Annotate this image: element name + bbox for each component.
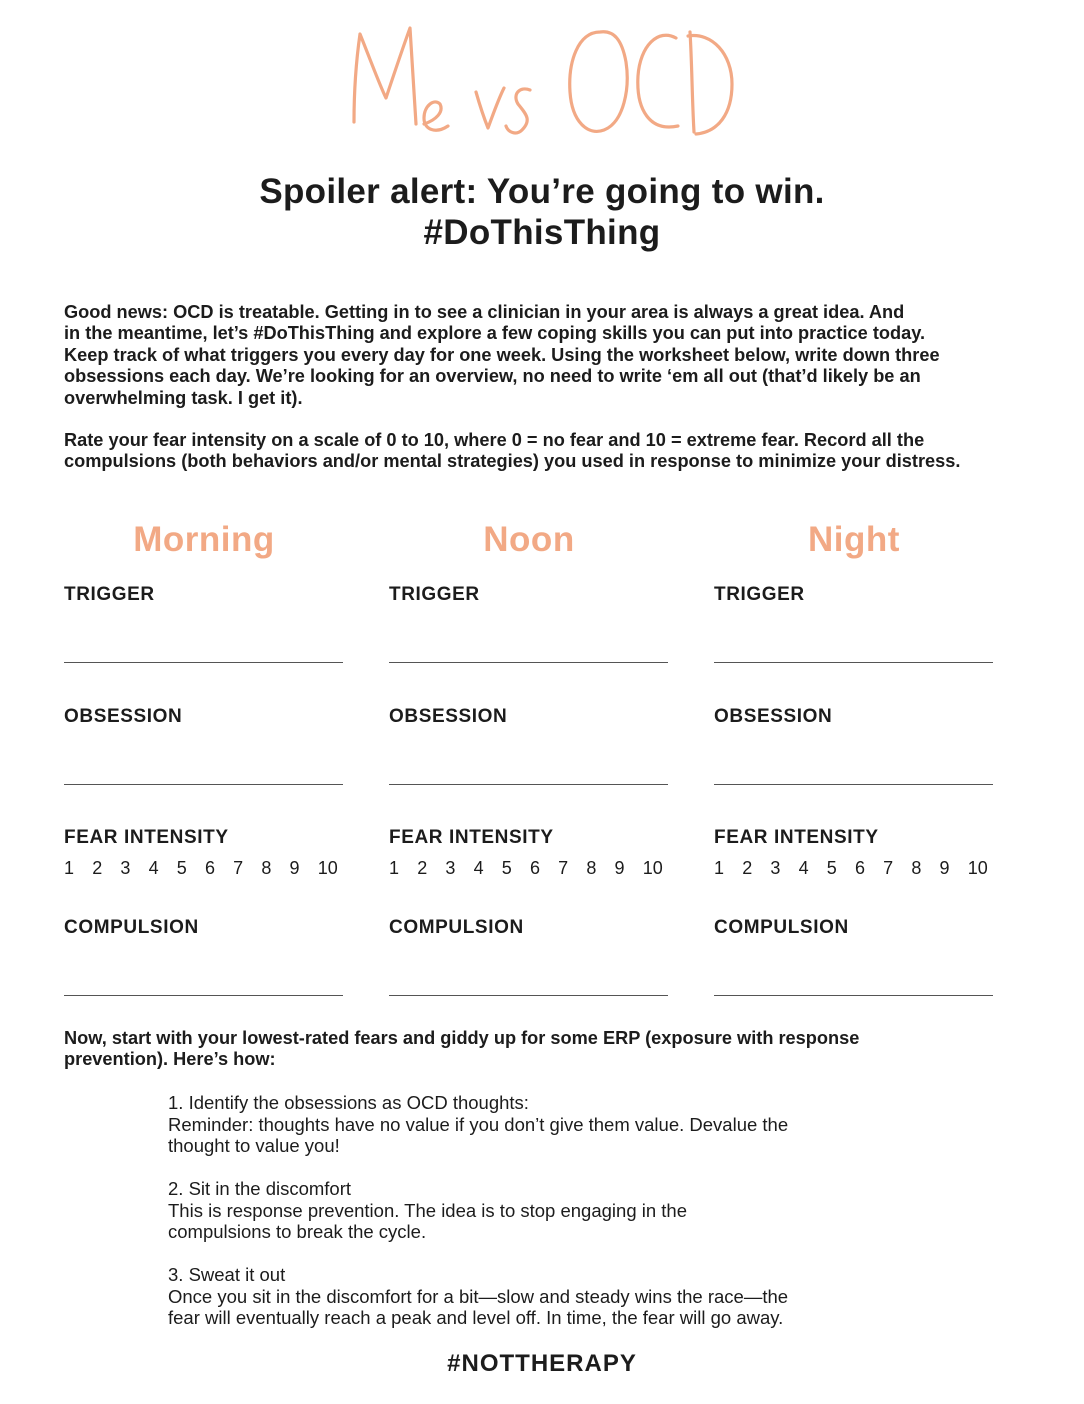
erp-intro-line: prevention). Here’s how: (64, 1049, 276, 1070)
obsession-label: OBSESSION (714, 706, 833, 727)
step-title: 2. Sit in the discomfort (168, 1178, 352, 1199)
scale-option[interactable]: 3 (770, 858, 781, 878)
scale-option[interactable]: 7 (883, 858, 894, 878)
obsession-answer-line[interactable] (389, 784, 668, 785)
intro-line: overwhelming task. I get it). (64, 387, 303, 408)
scale-option[interactable]: 2 (742, 858, 753, 878)
subtitle-line-2: #DoThisThing (423, 213, 661, 252)
scale-option[interactable]: 2 (417, 858, 428, 878)
intro-line: in the meantime, let’s #DoThisThing and explore a few coping skills you can put into practice today. (64, 323, 926, 344)
scale-option[interactable]: 8 (261, 858, 272, 878)
step-body-line: compulsions to break the cycle. (168, 1221, 427, 1242)
scale-option[interactable]: 4 (798, 858, 809, 878)
fear-intensity-label: FEAR INTENSITY (389, 827, 554, 848)
scale-option[interactable]: 10 (642, 858, 663, 878)
scale-option[interactable]: 7 (558, 858, 569, 878)
scale-option[interactable]: 6 (529, 858, 540, 878)
compulsion-answer-line[interactable] (389, 995, 668, 996)
erp-intro (64, 1028, 1034, 1071)
compulsion-answer-line[interactable] (64, 995, 343, 996)
trigger-answer-line[interactable] (64, 662, 343, 663)
scale-option[interactable]: 10 (317, 858, 338, 878)
step-title: 3. Sweat it out (168, 1264, 286, 1285)
scale-option[interactable]: 9 (939, 858, 950, 878)
obsession-label: OBSESSION (64, 706, 183, 727)
scale-option[interactable]: 1 (714, 858, 725, 878)
step-body-line: thought to value you! (168, 1135, 340, 1156)
fear-scale (714, 858, 996, 879)
intro-line: Keep track of what triggers you every day for one week. Using the worksheet below, write down three (64, 344, 940, 365)
scale-option[interactable]: 5 (501, 858, 512, 878)
step-body-line: fear will eventually reach a peak and level off. In time, the fear will go away. (168, 1307, 784, 1328)
intro-line: obsessions each day. We’re looking for an overview, no need to write ‘em all out (that’d likely be an (64, 366, 921, 387)
scale-option[interactable]: 9 (614, 858, 625, 878)
step-title: 1. Identify the obsessions as OCD thoughts: (168, 1092, 529, 1113)
scale-option[interactable]: 1 (389, 858, 400, 878)
scale-option[interactable]: 3 (120, 858, 131, 878)
obsession-answer-line[interactable] (714, 784, 993, 785)
trigger-answer-line[interactable] (389, 662, 668, 663)
scale-option[interactable]: 5 (176, 858, 187, 878)
scale-option[interactable]: 4 (148, 858, 159, 878)
compulsion-label: COMPULSION (389, 917, 524, 938)
obsession-label: OBSESSION (389, 706, 508, 727)
scale-option[interactable]: 6 (854, 858, 865, 878)
scale-option[interactable]: 3 (445, 858, 456, 878)
scale-option[interactable]: 1 (64, 858, 75, 878)
fear-intensity-label: FEAR INTENSITY (64, 827, 229, 848)
erp-steps (168, 1092, 868, 1350)
trigger-label: TRIGGER (714, 584, 805, 605)
erp-step-2 (168, 1178, 868, 1243)
compulsion-answer-line[interactable] (714, 995, 993, 996)
compulsion-label: COMPULSION (714, 917, 849, 938)
obsession-answer-line[interactable] (64, 784, 343, 785)
scale-option[interactable]: 9 (289, 858, 300, 878)
fear-scale (389, 858, 671, 879)
scale-option[interactable]: 4 (473, 858, 484, 878)
erp-step-1 (168, 1092, 868, 1157)
scale-option[interactable]: 5 (826, 858, 837, 878)
script-title (0, 14, 1084, 154)
script-title-drawing (332, 14, 752, 154)
trigger-answer-line[interactable] (714, 662, 993, 663)
subtitle-line-1: Spoiler alert: You’re going to win. (259, 172, 825, 211)
intro-line: Rate your fear intensity on a scale of 0 to 10, where 0 = no fear and 10 = extreme fear. Record all the (64, 430, 925, 450)
column-heading: Morning (133, 520, 275, 559)
intro-line: Good news: OCD is treatable. Getting in to see a clinician in your area is always a great idea. And (64, 302, 905, 322)
scale-option[interactable]: 6 (204, 858, 215, 878)
column-heading: Noon (483, 520, 575, 559)
column-heading: Night (808, 520, 900, 559)
intro-paragraph-1 (64, 302, 1034, 409)
erp-intro-line: Now, start with your lowest-rated fears and giddy up for some ERP (exposure with response (64, 1028, 860, 1048)
compulsion-label: COMPULSION (64, 917, 199, 938)
trigger-label: TRIGGER (64, 584, 155, 605)
footer-tag: #NOTTHERAPY (447, 1350, 637, 1377)
intro-line: compulsions (both behaviors and/or mental strategies) you used in response to minimize your distress. (64, 451, 961, 472)
fear-scale (64, 858, 346, 879)
trigger-label: TRIGGER (389, 584, 480, 605)
scale-option[interactable]: 7 (233, 858, 244, 878)
erp-step-3 (168, 1264, 868, 1329)
intro-paragraph-2 (64, 430, 1034, 473)
scale-option[interactable]: 10 (967, 858, 988, 878)
scale-option[interactable]: 8 (911, 858, 922, 878)
scale-option[interactable]: 2 (92, 858, 103, 878)
fear-intensity-label: FEAR INTENSITY (714, 827, 879, 848)
scale-option[interactable]: 8 (586, 858, 597, 878)
step-body-line: Once you sit in the discomfort for a bit—slow and steady wins the race—the (168, 1285, 789, 1307)
step-body-line: Reminder: thoughts have no value if you don’t give them value. Devalue the (168, 1113, 789, 1135)
step-body-line: This is response prevention. The idea is to stop engaging in the (168, 1199, 688, 1221)
